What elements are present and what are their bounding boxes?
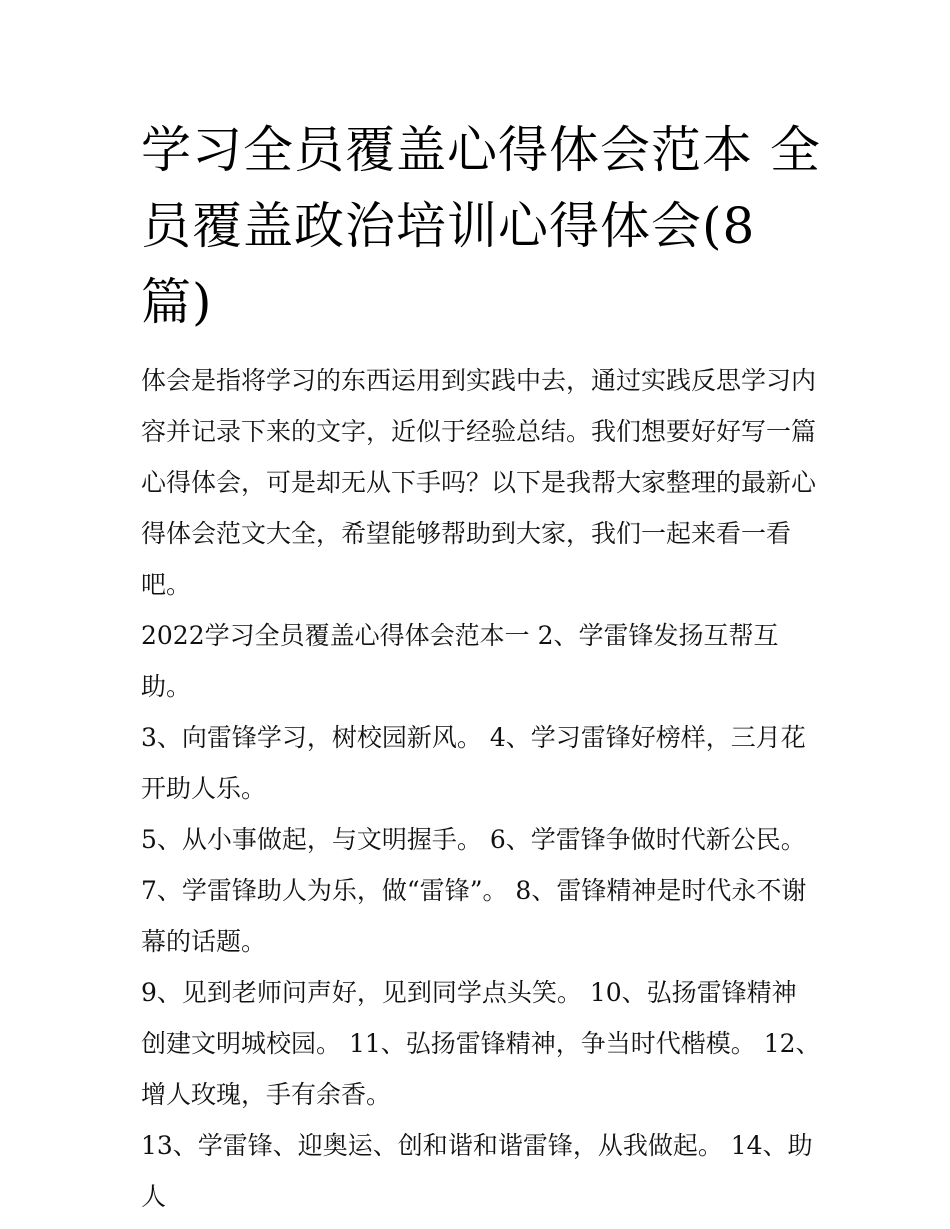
intro-paragraph: 体会是指将学习的东西运用到实践中去，通过实践反思学习内容并记录下来的文字，近似于经验总结。我们想要好好写一篇心得体会，可是却无从下手吗？以下是我帮大家整理的最新心得体会范文大全，希望能够帮助到大家，我们一起来看一看吧。 [141,366,817,599]
slogan-paragraph: 3、向雷锋学习，树校园新风。 4、学习雷锋好榜样，三月花开助人乐。 [141,723,806,803]
slogan-paragraph: 13、学雷锋、迎奥运、创和谐和谐雷锋，从我做起。 14、助人 [141,1131,813,1211]
slogan-paragraph: 9、见到老师问声好，见到同学点头笑。 10、弘扬雷锋精神创建文明城校园。 11、弘扬雷锋精神，争当时代楷模。 12、增人玫瑰，手有余香。 [141,978,821,1109]
document-title: 学习全员覆盖心得体会范本 全员覆盖政治培训心得体会(8篇) [141,121,821,331]
document-body [141,355,821,1222]
slogan-paragraph: 2022学习全员覆盖心得体会范本一 2、学雷锋发扬互帮互助。 [141,621,779,701]
slogan-paragraph: 7、学雷锋助人为乐，做“雷锋”。 8、雷锋精神是时代永不谢幕的话题。 [141,876,807,956]
slogan-paragraph: 5、从小事做起，与文明握手。 6、学雷锋争做时代新公民。 [141,825,806,854]
